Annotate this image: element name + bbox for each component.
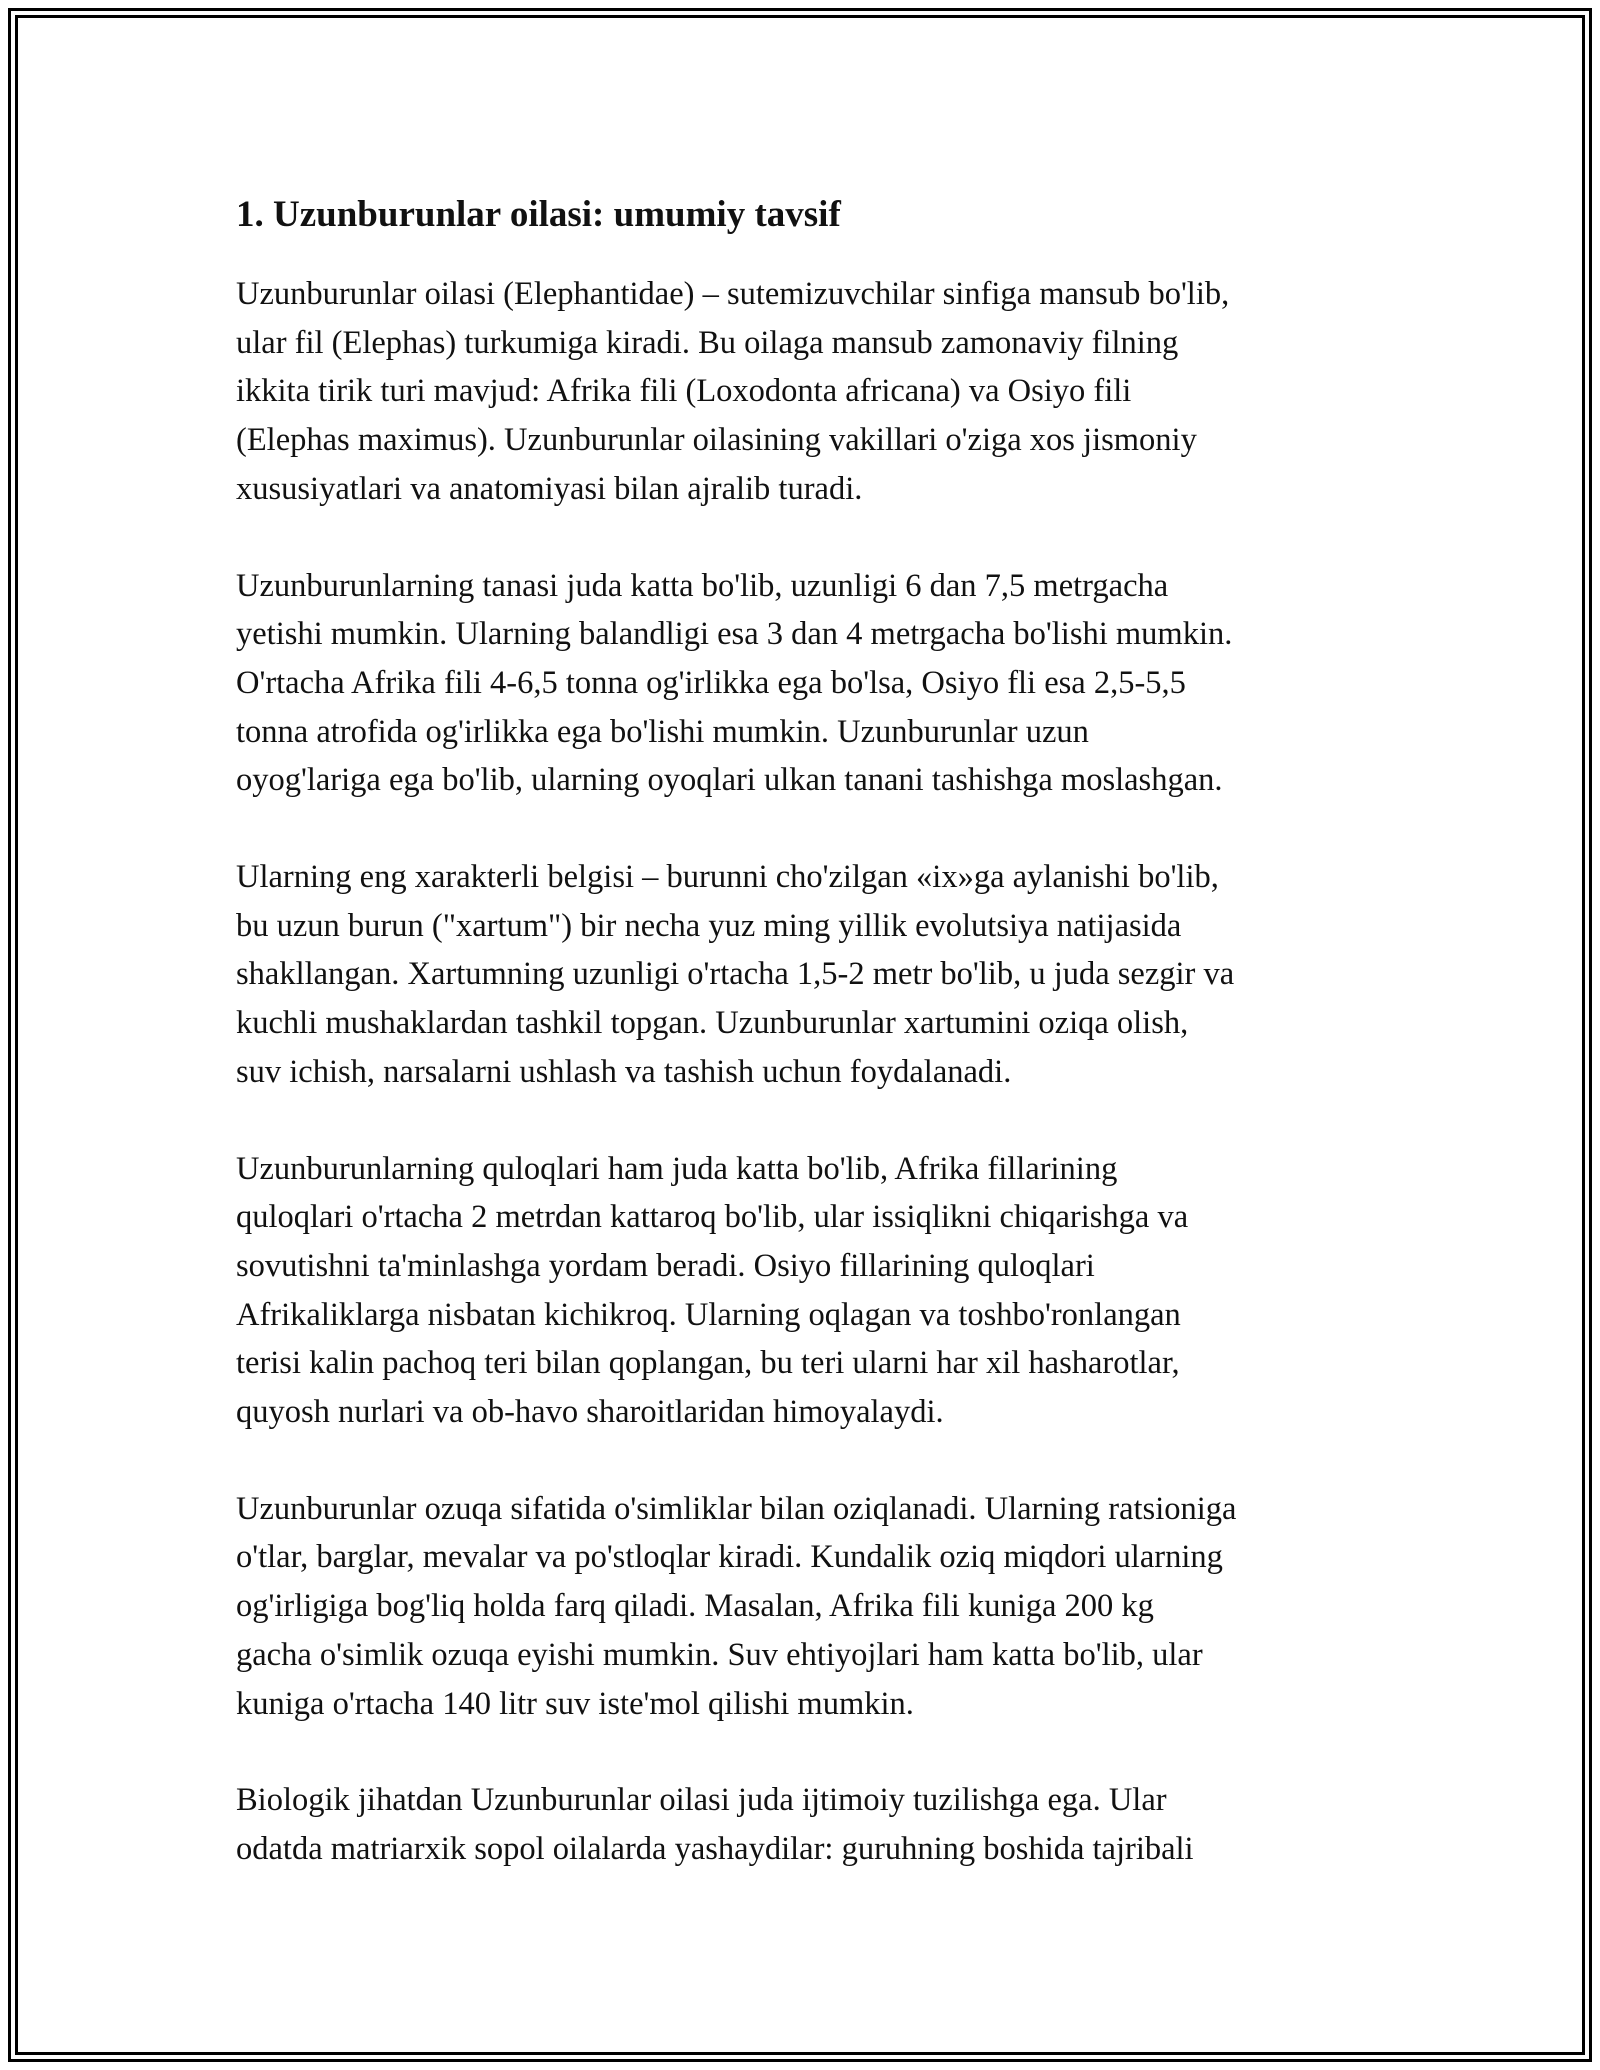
text-line: sovutishni ta'minlashga yordam beradi. Osiyo fillarining quloqlari bbox=[236, 1247, 1095, 1284]
paragraph-5 bbox=[236, 1485, 1386, 1729]
text-line: Ularning eng xarakterli belgisi – burunni cho'zilgan «ix»ga aylanishi bo'lib, bbox=[236, 859, 1219, 896]
section-heading: 1. Uzunburunlar oilasi: umumiy tavsif bbox=[236, 194, 841, 235]
text-line: Afrikaliklarga nisbatan kichikroq. Ularning oqlagan va toshbo'ronlangan bbox=[236, 1296, 1181, 1333]
text-line: Uzunburunlar ozuqa sifatida o'simliklar bilan oziqlanadi. Ularning ratsioniga bbox=[236, 1490, 1237, 1527]
text-line: ikkita tirik turi mavjud: Afrika fili (Loxodonta africana) va Osiyo fili bbox=[236, 373, 1132, 410]
text-line: Uzunburunlarning tanasi juda katta bo'lib, uzunligi 6 dan 7,5 metrgacha bbox=[236, 567, 1169, 604]
text-line: Uzunburunlar oilasi (Elephantidae) – sutemizuvchilar sinfiga mansub bo'lib, bbox=[236, 276, 1230, 312]
text-line: Biologik jihatdan Uzunburunlar oilasi juda ijtimoiy tuzilishga ega. Ular bbox=[236, 1782, 1167, 1819]
text-line: xususiyatlari va anatomiyasi bilan ajralib turadi. bbox=[236, 470, 863, 507]
text-line: o'tlar, barglar, mevalar va po'stloqlar kiradi. Kundalik oziq miqdori ularning bbox=[236, 1539, 1223, 1576]
document-content bbox=[236, 188, 1386, 1922]
text-line: suv ichish, narsalarni ushlash va tashish uchun foydalanadi. bbox=[236, 1053, 1012, 1090]
text-line: quyosh nurlari va ob-havo sharoitlaridan himoyalaydi. bbox=[236, 1394, 944, 1431]
text-line: kuchli mushaklardan tashkil topgan. Uzunburunlar xartumini oziqa olish, bbox=[236, 1005, 1189, 1042]
text-line: shakllangan. Xartumning uzunligi o'rtacha 1,5-2 metr bo'lib, u juda sezgir va bbox=[236, 956, 1235, 993]
text-line: Uzunburunlarning quloqlari ham juda katta bo'lib, Afrika fillarining bbox=[236, 1150, 1118, 1187]
text-line: og'irligiga bog'liq holda farq qiladi. Masalan, Afrika fili kuniga 200 kg bbox=[236, 1588, 1154, 1625]
text-line: tonna atrofida og'irlikka ega bo'lishi mumkin. Uzunburunlar uzun bbox=[236, 713, 1089, 750]
paragraph-2 bbox=[236, 562, 1386, 806]
text-line: ular fil (Elephas) turkumiga kiradi. Bu oilaga mansub zamonaviy filning bbox=[236, 324, 1179, 361]
text-line: gacha o'simlik ozuqa eyishi mumkin. Suv ehtiyojlari ham katta bo'lib, ular bbox=[236, 1636, 1203, 1673]
paragraph-4 bbox=[236, 1145, 1386, 1437]
text-line: odatda matriarxik sopol oilalarda yashaydilar: guruhning boshida tajribali bbox=[236, 1830, 1194, 1867]
text-line: kuniga o'rtacha 140 litr suv iste'mol qilishi mumkin. bbox=[236, 1685, 914, 1722]
text-line: yetishi mumkin. Ularning balandligi esa 3 dan 4 metrgacha bo'lishi mumkin. bbox=[236, 616, 1233, 653]
paragraph-6 bbox=[236, 1776, 1386, 1873]
text-line: O'rtacha Afrika fili 4-6,5 tonna og'irlikka ega bo'lsa, Osiyo fli esa 2,5-5,5 bbox=[236, 664, 1186, 701]
paragraph-1 bbox=[236, 270, 1386, 514]
text-line: quloqlari o'rtacha 2 metrdan kattaroq bo'lib, ular issiqlikni chiqarishga va bbox=[236, 1199, 1189, 1236]
text-line: terisi kalin pachoq teri bilan qoplangan, bu teri ularni har xil hasharotlar, bbox=[236, 1345, 1180, 1382]
text-line: (Elephas maximus). Uzunburunlar oilasining vakillari o'ziga xos jismoniy bbox=[236, 422, 1197, 459]
text-line: oyog'lariga ega bo'lib, ularning oyoqlari ulkan tanani tashishga moslashgan. bbox=[236, 762, 1223, 799]
paragraph-3 bbox=[236, 853, 1386, 1097]
text-line: bu uzun burun ("xartum") bir necha yuz ming yillik evolutsiya natijasida bbox=[236, 907, 1182, 944]
